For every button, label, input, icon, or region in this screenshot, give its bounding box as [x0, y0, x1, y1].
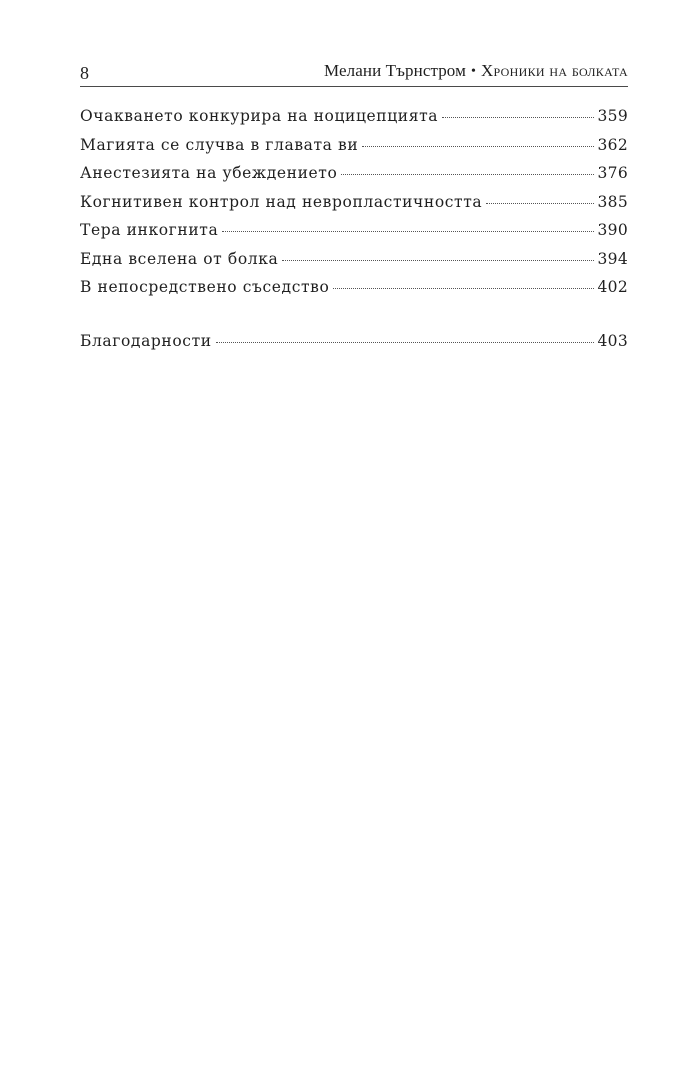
toc-entry-title: Очакването конкурира на ноцицепцията	[80, 107, 439, 125]
toc-entry	[80, 131, 628, 160]
toc-dot-leader	[216, 342, 594, 343]
toc-entry-title: Една вселена от болка	[80, 249, 279, 268]
toc-entry-page: 390	[597, 221, 628, 239]
page-number: 8	[80, 63, 89, 83]
toc-entry	[80, 188, 628, 217]
toc-entry	[80, 273, 628, 302]
running-head	[324, 60, 628, 84]
toc-dot-leader	[442, 117, 593, 118]
toc-dot-leader	[222, 231, 593, 232]
toc-entry-title: Тера инкогнита	[80, 221, 219, 239]
toc-entry	[80, 102, 628, 131]
toc-entry-page: 403	[597, 331, 628, 350]
toc-entry	[80, 159, 628, 188]
toc-entry	[80, 327, 628, 356]
toc-dot-leader	[362, 146, 593, 147]
toc-dot-leader	[282, 260, 593, 261]
toc-entry-page: 385	[597, 192, 628, 211]
toc-entry-page: 362	[597, 135, 628, 154]
toc-entry-page: 359	[597, 107, 628, 125]
toc-dot-leader	[333, 288, 593, 289]
toc-entry-page: 376	[597, 164, 628, 182]
toc-entry-title: Анестезията на убеждението	[80, 164, 338, 182]
toc-dot-leader	[486, 203, 593, 204]
toc-dot-leader	[341, 174, 593, 175]
table-of-contents	[80, 102, 628, 355]
toc-entry-title: Магията се случва в главата ви	[80, 135, 359, 154]
toc-entry	[80, 245, 628, 274]
toc-entry-page: 402	[597, 278, 628, 296]
toc-entry-page: 394	[597, 249, 628, 268]
toc-entry-title: Благодарности	[80, 331, 212, 350]
toc-entry-title: Когнитивен контрол над невропластичността	[80, 192, 483, 211]
toc-entry	[80, 216, 628, 245]
separator-bullet: •	[470, 64, 476, 79]
toc-entry-title: В непосредствено съседство	[80, 278, 330, 296]
page-header	[80, 56, 628, 87]
book-title: Хроники на болката	[480, 61, 628, 80]
author-name: Мелани Търнстром	[324, 61, 466, 80]
